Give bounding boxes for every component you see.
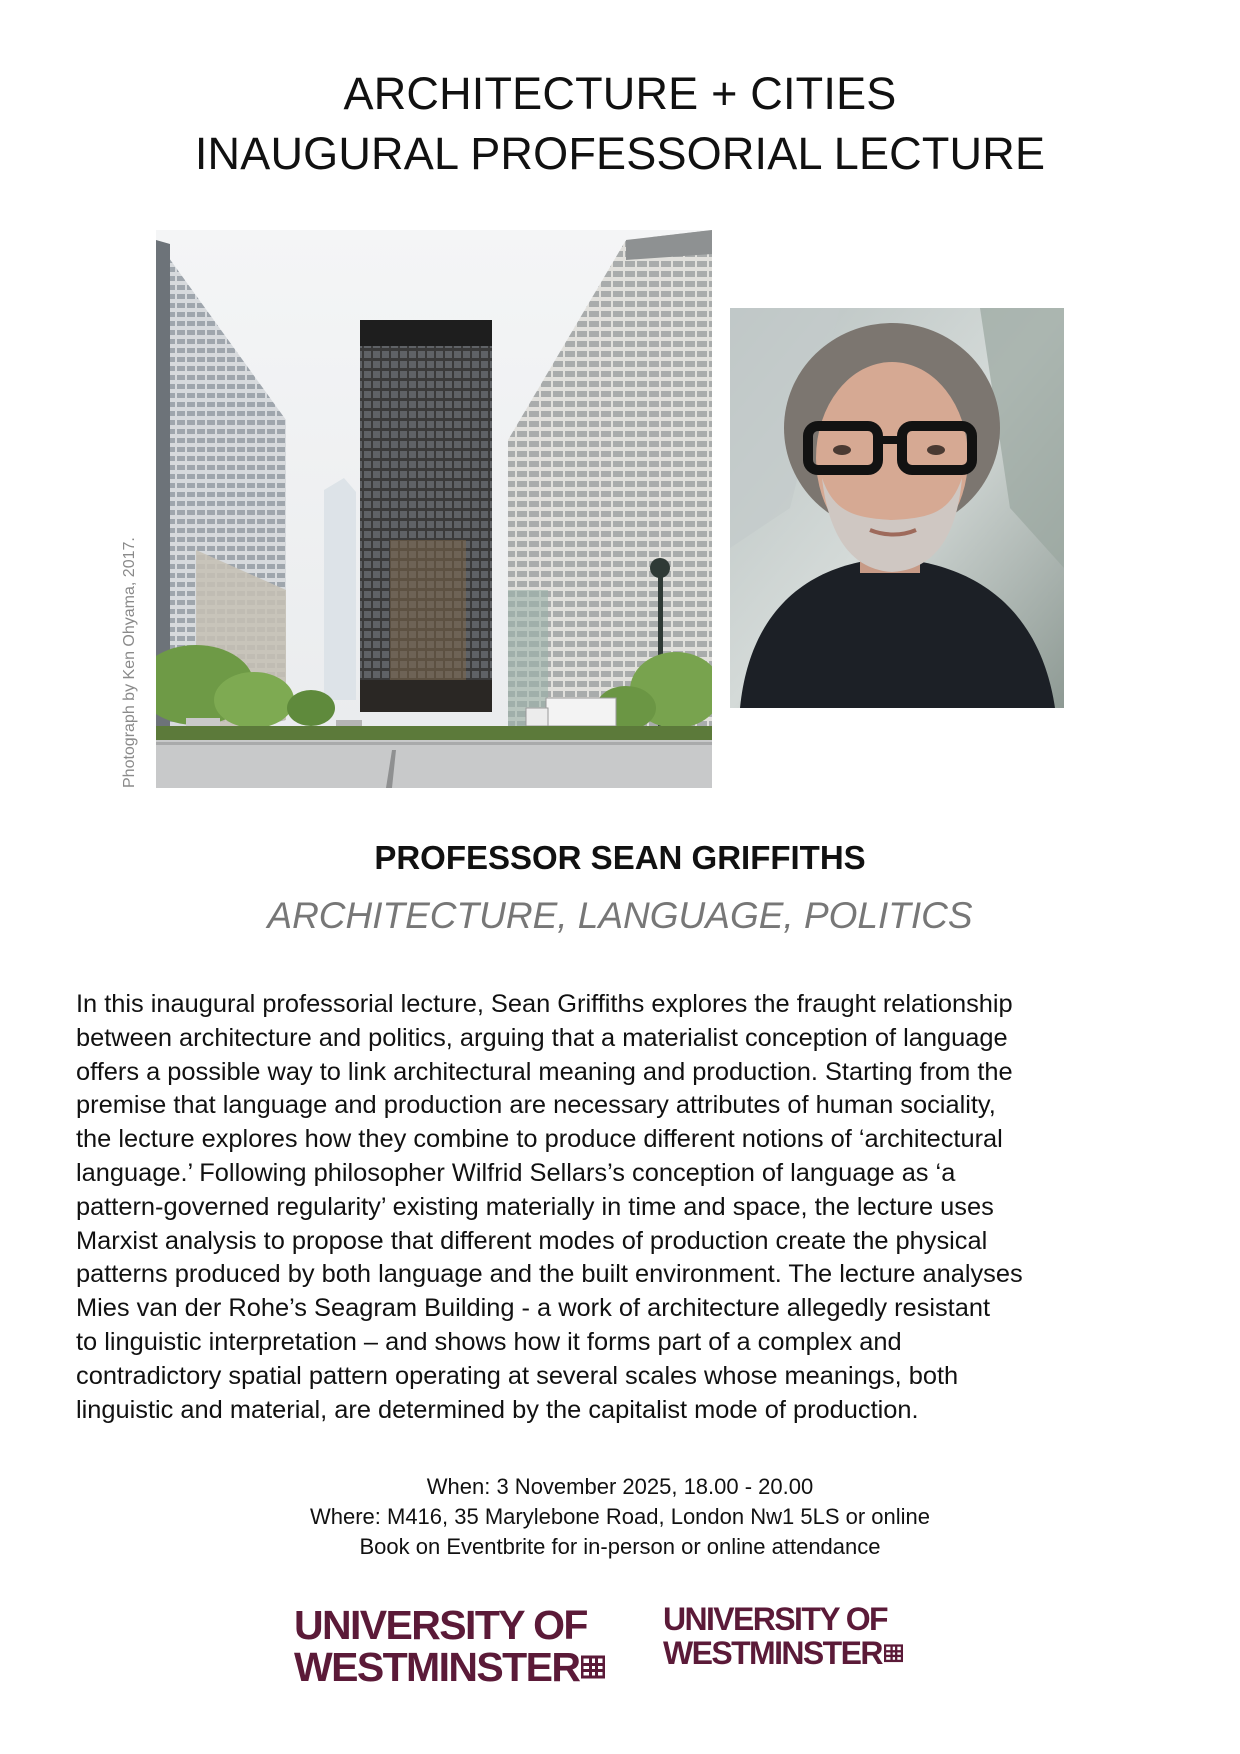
speaker-name: PROFESSOR SEAN GRIFFITHS (374, 839, 866, 876)
portcullis-crest-icon (581, 1655, 605, 1681)
event-details (0, 1472, 1240, 1562)
logo-small-line-1: UNIVERSITY OF (663, 1601, 887, 1637)
event-when: When: 3 November 2025, 18.00 - 20.00 (426, 1474, 814, 1499)
building-photo (156, 230, 712, 788)
university-logo-large (294, 1604, 605, 1688)
header-line-1: ARCHITECTURE + CITIES (343, 68, 897, 119)
logo-small-line-2-wrap (663, 1636, 903, 1670)
lecture-abstract: In this inaugural professorial lecture, Sean Griffiths explores the fraught relationship between architecture and politics, arguing that a materialist conception of language offers a possible way to link architectural meaning and production. Starting from the premise that language and production are necessary attributes of human sociality, the lecture explores how they combine to produce different notions of ‘architectural language.’ Following philosopher Wilfrid Sellars’s conception of language as ‘a pattern-governed regularity’ existing materially in time and space, the lecture uses Marxist analysis to propose that different modes of production create the physical patterns produced by both language and the built environment. The lecture analyses Mies van der Rohe’s Seagram Building - a work of architecture allegedly resistant to linguistic interpretation – and shows how it forms part of a complex and contradictory spatial pattern operating at several scales whose meanings, both linguistic and material, are determined by the capitalist mode of production. (76, 990, 1023, 1424)
photo-credit: Photograph by Ken Ohyama, 2017. (121, 537, 138, 788)
speaker-portrait (730, 308, 1064, 708)
portrait-illustration (730, 308, 1064, 708)
event-where: Where: M416, 35 Marylebone Road, London Nw1 5LS or online (309, 1504, 931, 1529)
university-logo-small (663, 1602, 903, 1670)
logo-large-line-2-wrap (294, 1646, 605, 1688)
event-booking: Book on Eventbrite for in-person or online attendance (359, 1534, 881, 1559)
logo-large-line-1: UNIVERSITY OF (294, 1602, 587, 1648)
logo-large-line-2: WESTMINSTER (294, 1644, 580, 1690)
lecture-title: ARCHITECTURE, LANGUAGE, POLITICS (267, 895, 973, 936)
seagram-building-illustration (156, 230, 712, 788)
logo-small-line-2: WESTMINSTER (663, 1635, 882, 1671)
header-line-2: INAUGURAL PROFESSORIAL LECTURE (194, 128, 1046, 179)
portcullis-crest-icon (884, 1644, 903, 1664)
